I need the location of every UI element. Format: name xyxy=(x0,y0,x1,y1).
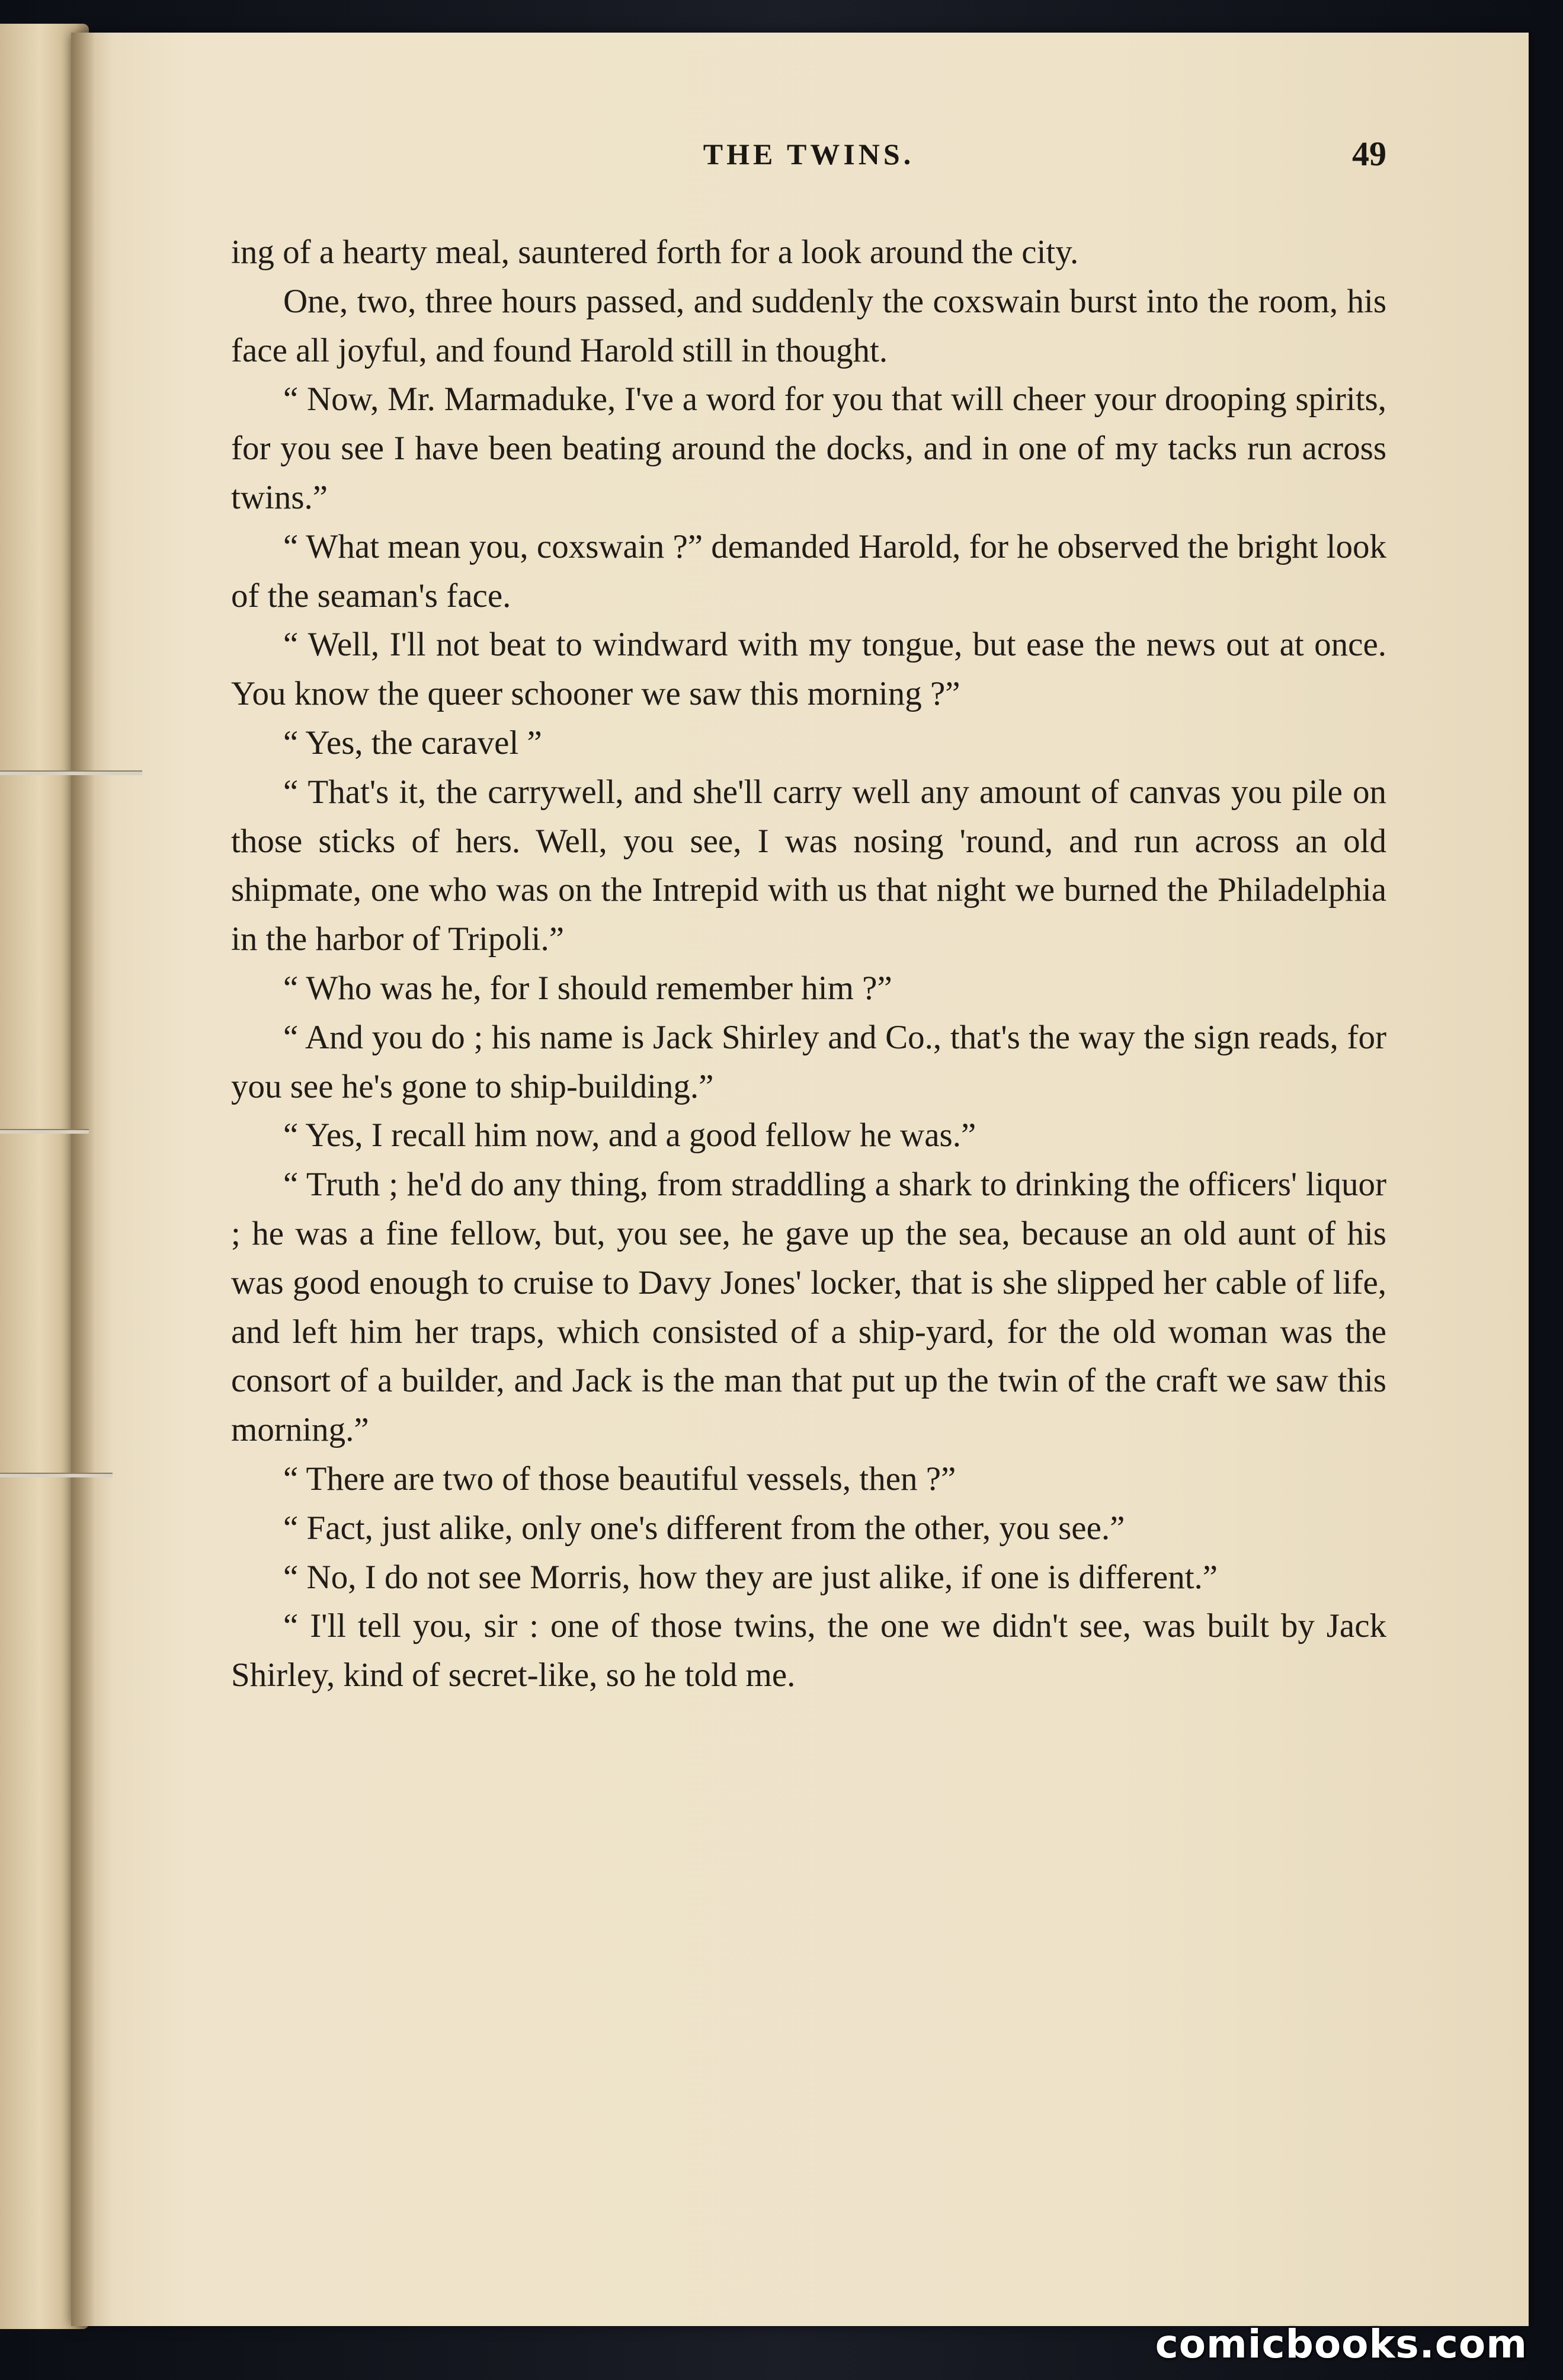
binding-thread xyxy=(0,1129,89,1134)
body-text xyxy=(231,228,1386,1700)
paragraph: “ Fact, just alike, only one's different from the other, you see.” xyxy=(283,1509,1125,1547)
paragraph: “ Now, Mr. Marmaduke, I've a word for you that will cheer your drooping spirits, for you see I have been beating around the docks, and in one of my tacks run across twins.” xyxy=(231,380,1386,516)
watermark: comicbooks.com xyxy=(1155,2321,1527,2367)
paragraph: “ Well, I'll not beat to windward with my tongue, but ease the news out at once. You know the queer schooner we saw this morning ?” xyxy=(231,626,1386,713)
spine-shadow xyxy=(71,33,95,2326)
running-head: THE TWINS. xyxy=(703,137,915,171)
paragraph: “ Truth ; he'd do any thing, from straddling a shark to drinking the officers' liquor ; he was a fine fellow, but, you see, he gave up the sea, because an old aunt of his was good enough to cruise to Davy Jones' locker, that is she slipped her cable of life, and left him her traps, which consisted of a ship-yard, for the old woman was the consort of a builder, and Jack is the man that put up the twin of the craft we saw this morning.” xyxy=(231,1166,1386,1449)
paragraph: “ That's it, the carrywell, and she'll carry well any amount of canvas you pile on those sticks of hers. Well, you see, I was nosing 'round, and run across an old shipmate, one who was on the Intrepid with us that night we burned the Philadelphia in the harbor of Tripoli.” xyxy=(231,773,1386,958)
paragraph: “ Yes, the caravel ” xyxy=(283,724,542,762)
binding-thread xyxy=(0,1473,113,1477)
page-header xyxy=(231,133,1386,175)
paragraph: “ There are two of those beautiful vessels, then ?” xyxy=(283,1460,956,1498)
binding-thread xyxy=(0,770,142,775)
paragraph: One, two, three hours passed, and suddenly the coxswain burst into the room, his face all joyful, and found Harold still in thought. xyxy=(231,282,1386,369)
paragraph: “ No, I do not see Morris, how they are just alike, if one is different.” xyxy=(283,1558,1218,1596)
paragraph: “ I'll tell you, sir : one of those twins, the one we didn't see, was built by Jack Shirley, kind of secret-like, so he told me. xyxy=(231,1607,1386,1694)
page-number: 49 xyxy=(1352,135,1386,173)
paragraph: “ Who was he, for I should remember him ?” xyxy=(283,969,892,1007)
paragraph: “ What mean you, coxswain ?” demanded Harold, for he observed the bright look of the seaman's face. xyxy=(231,527,1386,615)
paragraph: ing of a hearty meal, sauntered forth for a look around the city. xyxy=(231,233,1079,271)
paragraph: “ And you do ; his name is Jack Shirley and Co., that's the way the sign reads, for you see he's gone to ship-building.” xyxy=(231,1018,1386,1105)
paragraph: “ Yes, I recall him now, and a good fellow he was.” xyxy=(283,1117,976,1154)
